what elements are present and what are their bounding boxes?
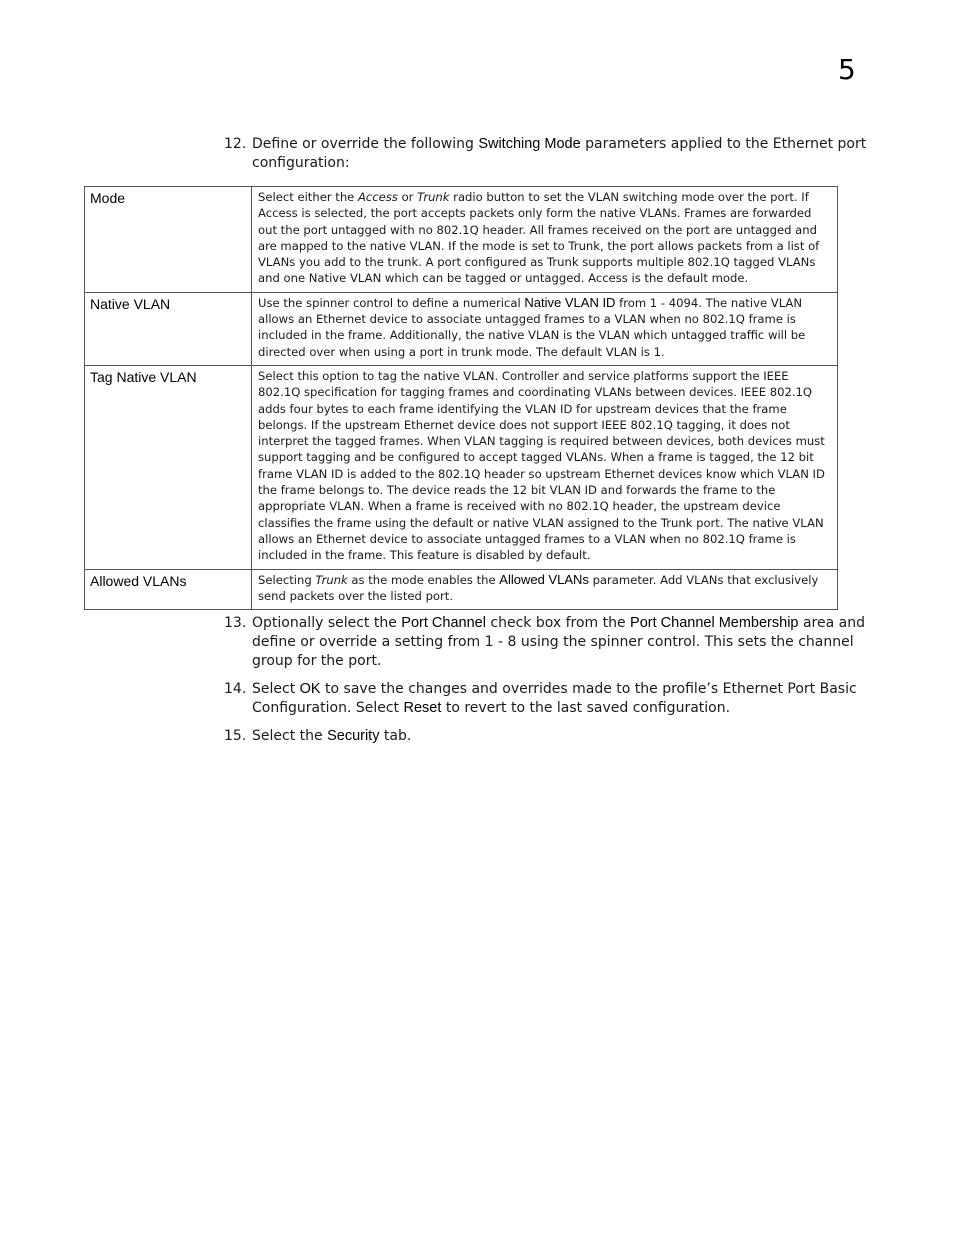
text-run: tab. — [379, 728, 412, 744]
text-run: Use the spinner control to define a numerical — [258, 295, 525, 310]
parameter-name: Tag Native VLAN — [85, 365, 252, 569]
step-12 — [224, 135, 872, 173]
step-number: 12. — [224, 136, 247, 152]
text-run: Selecting — [258, 572, 316, 587]
ui-term: Port Channel — [401, 615, 486, 631]
ui-term: Switching Mode — [478, 136, 581, 152]
text-run: as the mode enables the — [347, 572, 500, 587]
step-text — [252, 135, 872, 173]
text-run: parameters applied to the Ethernet port configuration: — [252, 136, 867, 171]
ui-term: Allowed VLANs — [499, 571, 589, 587]
table-row — [85, 365, 838, 569]
text-run: area and define or override a setting from 1 - 8 using the spinner control. This sets the channel group for the port. — [252, 615, 865, 669]
text-run: to revert to the last saved configuration. — [441, 700, 731, 716]
step-number: 13. — [224, 615, 247, 631]
text-run: or — [397, 190, 418, 204]
step-text — [252, 680, 872, 718]
parameter-description — [252, 569, 838, 610]
text-run: from 1 - 4094. The native VLAN allows an Ethernet device to associate untagged frames to a VLAN when no 802.1Q frame is included in the frame. Additionally, the native VLAN is the VLAN which untagged traffic will be directed over when using a port in trunk mode. The default VLAN is 1. — [258, 295, 806, 359]
step-text — [252, 727, 872, 746]
parameter-description: Select this option to tag the native VLAN. Controller and service platforms support the IEEE 802.1Q specification for tagging frames and coordinating VLANs between devices. IEEE 802.1Q adds four bytes to each frame identifying the VLAN ID for upstream devices that the frame belongs. If the upstream Ethernet device does not support IEEE 802.1Q tagging, it does not interpret the tagged frames. When VLAN tagging is required between devices, both devices must support tagging and be configured to accept tagged VLANs. When a frame is tagged, the 12 bit frame VLAN ID is added to the 802.1Q header so upstream Ethernet devices know which VLAN ID the frame belongs to. The device reads the 12 bit VLAN ID and forwards the frame to the appropriate VLAN. When a frame is received with no 802.1Q header, the upstream device classifies the frame using the default or native VLAN assigned to the Trunk port. The native VLAN allows an Ethernet device to associate untagged frames to a VLAN when no 802.1Q frame is included in the frame. This feature is disabled by default. — [252, 365, 838, 569]
text-run: Select the — [252, 728, 328, 744]
parameter-name: Allowed VLANs — [85, 569, 252, 610]
ui-term: OK — [299, 681, 321, 697]
switching-mode-parameters-table — [84, 186, 838, 610]
parameter-name: Mode — [85, 187, 252, 293]
table-row — [85, 569, 838, 610]
text-run: check box from the — [485, 615, 631, 631]
table-row — [85, 187, 838, 293]
table-row — [85, 292, 838, 365]
ui-term: Native VLAN ID — [524, 294, 616, 310]
text-run: to save the changes and overrides made to the profile’s Ethernet Port Basic Configuration. Select — [252, 681, 857, 716]
ui-term: Security — [327, 728, 380, 744]
ui-term: Trunk — [417, 190, 450, 204]
step-14 — [224, 680, 872, 718]
text-run: Select either the — [258, 190, 358, 204]
text-run: parameter. Add VLANs that exclusively send packets over the listed port. — [258, 572, 819, 603]
parameter-description — [252, 292, 838, 365]
parameter-description — [252, 187, 838, 293]
chapter-number: 5 — [838, 53, 856, 86]
text-run: radio button to set the VLAN switching mode over the port. If Access is selected, the port accepts packets only form the native VLANs. Frames are forwarded out the port untagged with no 802.1Q header. All frames received on the port are untagged and are mapped to the native VLAN. If the mode is set to Trunk, the port allows packets from a list of VLANs you add to the trunk. A port configured as Trunk supports multiple 802.1Q tagged VLANs and one Native VLAN which can be tagged or untagged. Access is the default mode. — [258, 190, 820, 286]
step-15 — [224, 727, 872, 746]
parameter-name: Native VLAN — [85, 292, 252, 365]
step-number: 15. — [224, 728, 247, 744]
step-text — [252, 614, 872, 671]
ui-term: Trunk — [315, 572, 348, 587]
text-run: Optionally select the — [252, 615, 402, 631]
ui-term: Access — [358, 190, 398, 204]
step-13 — [224, 614, 872, 671]
ui-term: Reset — [403, 700, 442, 716]
text-run: Select — [252, 681, 300, 697]
text-run: Define or override the following — [252, 136, 479, 152]
ui-term: Port Channel Membership — [630, 615, 799, 631]
step-number: 14. — [224, 681, 247, 697]
